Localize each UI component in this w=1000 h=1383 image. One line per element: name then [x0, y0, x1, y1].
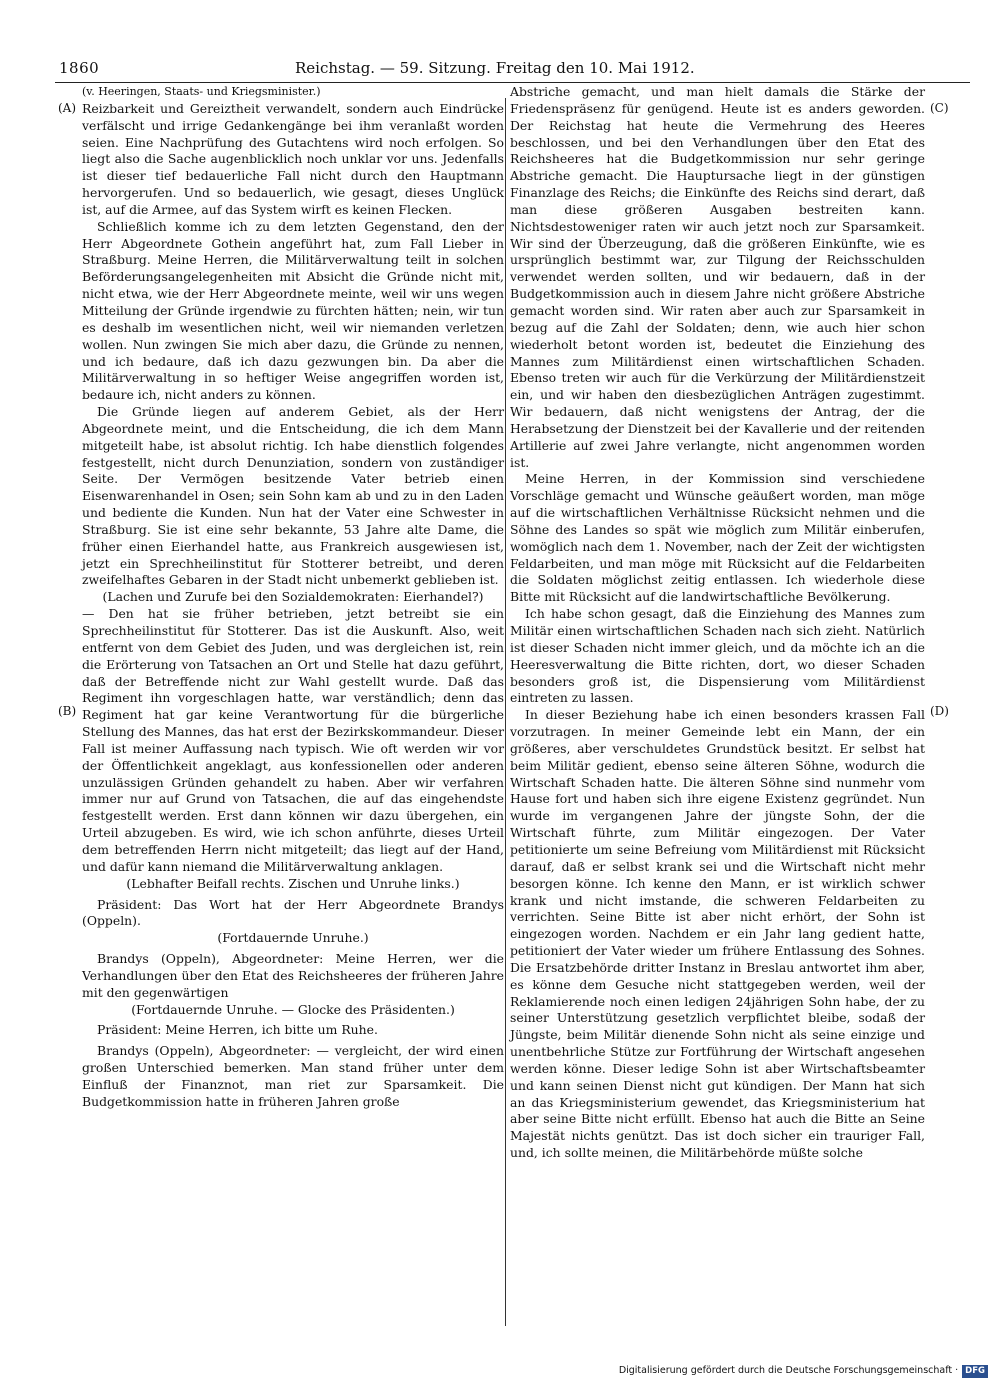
- running-title: Reichstag. — 59. Sitzung. Freitag den 10. Mai 1912.: [295, 59, 695, 77]
- column-divider: [505, 98, 506, 1326]
- paragraph: Abstriche gemacht, und man hielt damals die Stärke der Friedenspräsenz für genügend. Heute ist es anders geworden. Der Reichstag hat heute die Vermehrung des Heeres beschlossen, und bei den Verhandlungen über den Etat des Reichsheeres hat die Budgetkommission nur sehr geringe Abstriche gemacht. Die Hauptursache liegt in der günstigen Finanzlage des Reichs; die Einkünfte des Reichs sind derart, daß man diese größeren Ausgaben bestreiten kann. Nichtsdestoweniger raten wir auch jetzt noch zur Sparsamkeit. Wir sind der Überzeugung, daß die größeren Einkünfte, wie es ursprünglich bestimmt war, zur Tilgung der Reichsschulden verwendet werden sollten, und wir bedauern, daß in der Budgetkommission auch in diesem Jahre nicht größere Abstriche gemacht worden sind. Wir raten aber auch zur Sparsamkeit in bezug auf die Zahl der Soldaten; denn, wie auch hier schon wiederholt betont worden ist, bedeutet die Einziehung des Mannes zum Militärdienst einen wirtschaftlichen Schaden. Ebenso treten wir auch für die Verkürzung der Militärdienstzeit ein, und wir haben den diesbezüglichen Anträgen zugestimmt. Wir bedauern, daß nicht wenigstens der Antrag, der die Herabsetzung der Dienstzeit bei der Kavallerie und der reitenden Artillerie auf zwei Jahre verlangte, nicht angenommen worden ist.: [510, 84, 925, 470]
- margin-marker-b: (B): [58, 704, 77, 718]
- paragraph: In dieser Beziehung habe ich einen besonders krassen Fall vorzutragen. In meiner Gemeinde lebt ein Mann, der ein größeres, aber verschuldetes Grundstück besitzt. Er selbst hat beim Militär gedient, ebenso seine älteren Söhne, wodurch die Wirtschaft Schaden hatte. Die älteren Söhne sind nunmehr vom Hause fort und haben sich ihre eigene Existenz gegründet. Nun wurde im vergangenen Jahre der jüngste Sohn, der die Wirtschaft führte, zum Militär eingezogen. Der Vater petitionierte um seine Befreiung vom Militärdienst mit Rücksicht darauf, daß er selbst krank sei und die Wirtschaft nicht mehr besorgen könne. Ich kenne den Mann, er ist wirklich schwer krank und nicht imstande, die schweren Feldarbeiten zu verrichten. Seine Bitte ist aber nicht erhört, der Sohn ist eingezogen worden. Nachdem er ein Jahr lang gedient hatte, petitioniert der Vater wieder um frühere Entlassung des Sohnes. Die Ersatzbehörde dritter Instanz in Breslau antwortet ihm aber, es könne dem Gesuche nicht stattgegeben werden, weil der Reklamierende noch einen ledigen 24jährigen Sohn habe, der zu seiner Unterstützung gesetzlich verpflichtet bleibe, sodaß der Jüngste, beim Militär dienende Sohn nicht als seine einzige und unentbehrliche Stütze zur Fortführung der Wirtschaft angesehen werden könne. Dieser ledige Sohn ist aber Wirtschaftsbeamter und kann seinen Dienst nicht gut kündigen. Der Mann hat sich an das Kriegsministerium gewendet, das Kriegsministerium hat aber seine Bitte nicht erfüllt. Ebenso hat auch die Bitte an Seine Majestät nichts genützt. Das ist doch sicher ein trauriger Fall, und, ich sollte meinen, die Militärbehörde müßte solche: [510, 707, 925, 1161]
- margin-marker-a: (A): [58, 101, 77, 115]
- speaker-paragraph: Brandys (Oppeln), Abgeordneter: — vergleicht, der wird einen großen Unterschied bemerken. Man stand früher unter dem Einfluß der Finanznot, man riet zur Sparsamkeit. Die Budgetkommission hatte in früheren Jahren große: [82, 1043, 504, 1109]
- margin-marker-c: (C): [930, 101, 949, 115]
- interjection: (Fortdauernde Unruhe.): [217, 930, 369, 946]
- page-number: 1860: [59, 59, 100, 77]
- interjection: (Fortdauernde Unruhe. — Glocke des Präsidenten.): [131, 1001, 455, 1017]
- speaker-paragraph: Präsident: Das Wort hat der Herr Abgeordnete Brandys (Oppeln).: [82, 896, 504, 929]
- footer-credit: [608, 1363, 988, 1379]
- paragraph: — Den hat sie früher betrieben, jetzt betreibt sie ein Sprechheilinstitut für Stotterer. Das ist die Auskunft. Also, weit entfernt von dem Gebiet des Juden, und was dergleichen ist, rein die Erörterung von Tatsachen an Ort und Stelle hat dazu geführt, daß der Betreffende nicht zur Wahl gestellt wurde. Daß das Regiment ihn vorgeschlagen hatte, war verständlich; denn das Regiment hat gar keine Verantwortung für die bürgerliche Stellung des Mannes, das hat erst der Bezirkskommandeur. Dieser Fall ist meiner Auffassung nach typisch. Wie oft werden wir vor der Öffentlichkeit angeklagt, aus konfessionellen oder anderen unzulässigen Gründen gehandelt zu haben. Aber wir verfahren immer nur auf Grund von Tatsachen, die auf das eingehendste festgestellt werden. Erst dann können wir dazu übergehen, ein Urteil abzugeben. Es wird, wie ich schon anführte, dieses Urteil dem betreffenden Herrn nicht mitgeteilt; das liegt auf der Hand, und dafür kann niemand die Militärverwaltung anklagen.: [82, 606, 504, 874]
- paragraph: Die Gründe liegen auf anderem Gebiet, als der Herr Abgeordnete meint, und die Entscheidung, die ich dem Mann mitgeteilt habe, ist absolut richtig. Ich habe dienstlich folgendes festgestellt, nicht durch Denunziation, sondern von zuständiger Seite. Der Vermögen besitzende Vater betrieb einen Eisenwarenhandel in Osen; sein Sohn kam ab und zu in den Laden und bediente die Kunden. Nun hat der Vater eine Schwester in Straßburg. Sie ist eine sehr bekannte, 53 Jahre alte Dame, die früher einen Eierhandel hatte, aus Frankreich ausgewiesen ist, jetzt ein Sprechheilinstitut für Stotterer betreibt, und deren zweifelhaftes Gebaren in der Stadt nicht unbemerkt geblieben ist.: [82, 404, 504, 588]
- dfg-logo: DFG: [962, 1365, 988, 1378]
- header-rule: [55, 82, 970, 83]
- footer-text: Digitalisierung gefördert durch die Deutsche Forschungsgemeinschaft ·: [618, 1365, 959, 1376]
- interjection: (Lachen und Zurufe bei den Sozialdemokraten: Eierhandel?): [102, 589, 484, 605]
- paragraph: Ich habe schon gesagt, daß die Einziehung des Mannes zum Militär einen wirtschaftlichen Schaden nach sich zieht. Natürlich ist dieser Schaden nicht immer gleich, und da möchte ich an die Heeresverwaltung die Bitte richten, dort, wo dieser Schaden besonders groß ist, die Dispensierung vom Militärdienst eintreten zu lassen.: [510, 606, 925, 706]
- paragraph: Reizbarkeit und Gereiztheit verwandelt, sondern auch Eindrücke verfälscht und irrige Gedankengänge bei ihm veranlaßt worden seien. Eine Nachprüfung des Gutachtens wird noch erfolgen. So liegt also die Sache augenblicklich noch unklar vor uns. Jedenfalls ist dieser tief bedauerliche Fall nicht durch den Hauptmann hervorgerufen. Und so bedauerlich, wie gesagt, dieses Unglück ist, auf die Armee, auf das System wirft es keinen Flecken.: [82, 100, 504, 217]
- paragraph: Schließlich komme ich zu dem letzten Gegenstand, den der Herr Abgeordnete Gothein angeführt hat, zum Fall Lieber in Straßburg. Meine Herren, die Militärverwaltung teilt in solchen Beförderungsangelegenheiten mit Absicht die Gründe nicht mit, nicht etwa, wie der Herr Abgeordnete meinte, weil wir uns wegen Mitteilung der Gründe irgendwie zu fürchten hätten; nein, wir tun es deshalb im wesentlichen nicht, weil wir niemanden verletzen wollen. Nun zwingen Sie mich aber dazu, die Gründe zu nennen, und ich bedaure, daß ich dazu gezwungen bin. Da aber die Militärverwaltung in so heftiger Weise angegriffen worden ist, bedaure ich, nicht anders zu können.: [82, 218, 504, 403]
- page-header: [55, 56, 970, 80]
- interjection: (Lebhafter Beifall rechts. Zischen und Unruhe links.): [126, 875, 460, 891]
- right-column: [510, 84, 925, 1162]
- left-column: [82, 84, 504, 1111]
- margin-marker-d: (D): [930, 704, 949, 718]
- speaker-note: (v. Heeringen, Staats- und Kriegsminister.): [82, 85, 321, 98]
- speaker-paragraph: Präsident: Meine Herren, ich bitte um Ruhe.: [97, 1022, 378, 1038]
- paragraph: Meine Herren, in der Kommission sind verschiedene Vorschläge gemacht und Wünsche geäußert worden, man möge auf die wirtschaftlichen Verhältnisse Rücksicht nehmen und die Söhne des Landes so spät wie möglich zum Militär einberufen, womöglich nach dem 1. November, nach der Zeit der wichtigsten Feldarbeiten, und man möge mit Rücksicht auf die Feldarbeiten die Soldaten möglichst zeitig entlassen. Ich wiederhole diese Bitte mit Rücksicht auf die landwirtschaftliche Bevölkerung.: [510, 471, 925, 605]
- speaker-paragraph: Brandys (Oppeln), Abgeordneter: Meine Herren, wer die Verhandlungen über den Etat des Reichsheeres der früheren Jahre mit den gegenwärtigen: [82, 951, 504, 1000]
